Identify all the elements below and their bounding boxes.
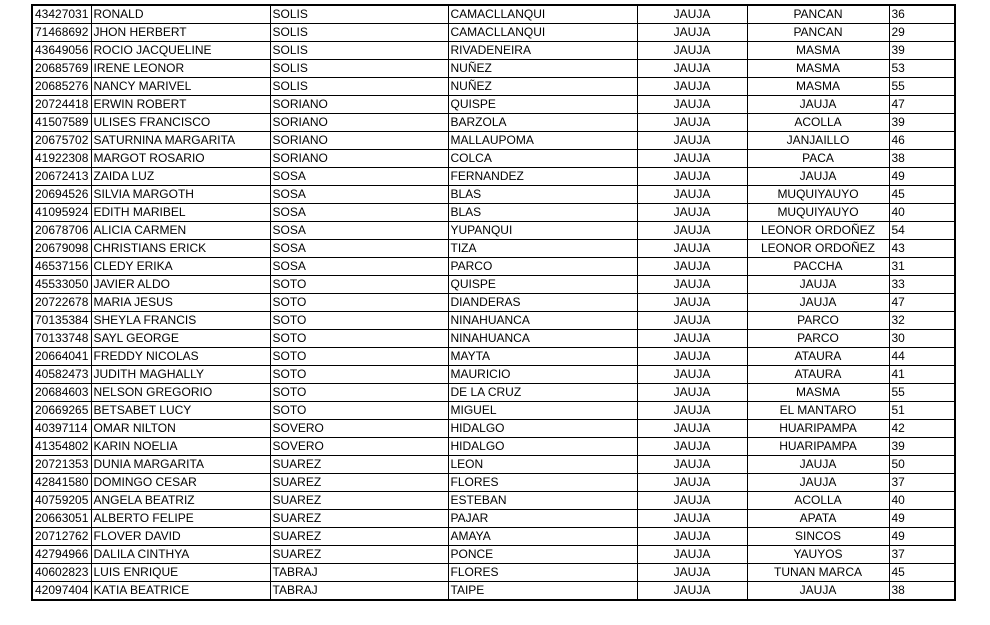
paternal-surname-cell: SOVERO <box>270 420 448 438</box>
dni-cell: 43649056 <box>32 42 91 60</box>
province-cell: JAUJA <box>637 528 747 546</box>
dni-cell: 40759205 <box>32 492 91 510</box>
age-cell: 47 <box>889 294 955 312</box>
dni-cell: 42841580 <box>32 474 91 492</box>
paternal-surname-cell: SUAREZ <box>270 546 448 564</box>
first-names-cell: CLEDY ERIKA <box>91 258 270 276</box>
district-cell: PARCO <box>747 312 889 330</box>
maternal-surname-cell: CAMACLLANQUI <box>448 24 637 42</box>
district-cell: ACOLLA <box>747 492 889 510</box>
dni-cell: 20685276 <box>32 78 91 96</box>
district-cell: JAUJA <box>747 582 889 601</box>
province-cell: JAUJA <box>637 60 747 78</box>
dni-cell: 40397114 <box>32 420 91 438</box>
district-cell: JAUJA <box>747 474 889 492</box>
maternal-surname-cell: LEON <box>448 456 637 474</box>
age-cell: 43 <box>889 240 955 258</box>
province-cell: JAUJA <box>637 564 747 582</box>
table-row <box>32 168 955 186</box>
table-row <box>32 348 955 366</box>
district-cell: JAUJA <box>747 456 889 474</box>
province-cell: JAUJA <box>637 420 747 438</box>
first-names-cell: DALILA CINTHYA <box>91 546 270 564</box>
province-cell: JAUJA <box>637 348 747 366</box>
dni-cell: 20684603 <box>32 384 91 402</box>
table-row <box>32 546 955 564</box>
dni-cell: 40602823 <box>32 564 91 582</box>
province-cell: JAUJA <box>637 24 747 42</box>
records-table <box>31 4 956 601</box>
maternal-surname-cell: CAMACLLANQUI <box>448 5 637 24</box>
district-cell: EL MANTARO <box>747 402 889 420</box>
district-cell: PANCAN <box>747 24 889 42</box>
province-cell: JAUJA <box>637 474 747 492</box>
age-cell: 55 <box>889 78 955 96</box>
paternal-surname-cell: SOTO <box>270 330 448 348</box>
age-cell: 54 <box>889 222 955 240</box>
maternal-surname-cell: BLAS <box>448 204 637 222</box>
age-cell: 49 <box>889 168 955 186</box>
age-cell: 40 <box>889 204 955 222</box>
district-cell: MASMA <box>747 384 889 402</box>
age-cell: 30 <box>889 330 955 348</box>
maternal-surname-cell: QUISPE <box>448 96 637 114</box>
province-cell: JAUJA <box>637 546 747 564</box>
maternal-surname-cell: TAIPE <box>448 582 637 601</box>
paternal-surname-cell: SOTO <box>270 402 448 420</box>
paternal-surname-cell: SOTO <box>270 312 448 330</box>
maternal-surname-cell: PONCE <box>448 546 637 564</box>
first-names-cell: ZAIDA LUZ <box>91 168 270 186</box>
paternal-surname-cell: SORIANO <box>270 150 448 168</box>
maternal-surname-cell: BLAS <box>448 186 637 204</box>
first-names-cell: ERWIN ROBERT <box>91 96 270 114</box>
age-cell: 40 <box>889 492 955 510</box>
first-names-cell: LUIS ENRIQUE <box>91 564 270 582</box>
first-names-cell: DUNIA MARGARITA <box>91 456 270 474</box>
age-cell: 37 <box>889 474 955 492</box>
maternal-surname-cell: NUÑEZ <box>448 60 637 78</box>
first-names-cell: MARGOT ROSARIO <box>91 150 270 168</box>
province-cell: JAUJA <box>637 330 747 348</box>
table-row <box>32 96 955 114</box>
table-row <box>32 114 955 132</box>
province-cell: JAUJA <box>637 222 747 240</box>
province-cell: JAUJA <box>637 240 747 258</box>
dni-cell: 20678706 <box>32 222 91 240</box>
district-cell: PANCAN <box>747 5 889 24</box>
maternal-surname-cell: HIDALGO <box>448 438 637 456</box>
maternal-surname-cell: BARZOLA <box>448 114 637 132</box>
district-cell: PACA <box>747 150 889 168</box>
paternal-surname-cell: SORIANO <box>270 132 448 150</box>
table-row <box>32 384 955 402</box>
maternal-surname-cell: MIGUEL <box>448 402 637 420</box>
district-cell: HUARIPAMPA <box>747 420 889 438</box>
age-cell: 37 <box>889 546 955 564</box>
first-names-cell: ANGELA BEATRIZ <box>91 492 270 510</box>
first-names-cell: DOMINGO CESAR <box>91 474 270 492</box>
age-cell: 39 <box>889 438 955 456</box>
dni-cell: 20664041 <box>32 348 91 366</box>
dni-cell: 20722678 <box>32 294 91 312</box>
first-names-cell: JHON HERBERT <box>91 24 270 42</box>
province-cell: JAUJA <box>637 582 747 601</box>
province-cell: JAUJA <box>637 42 747 60</box>
paternal-surname-cell: SUAREZ <box>270 492 448 510</box>
province-cell: JAUJA <box>637 456 747 474</box>
table-row <box>32 510 955 528</box>
age-cell: 38 <box>889 582 955 601</box>
dni-cell: 46537156 <box>32 258 91 276</box>
first-names-cell: KARIN NOELIA <box>91 438 270 456</box>
age-cell: 38 <box>889 150 955 168</box>
first-names-cell: SATURNINA MARGARITA <box>91 132 270 150</box>
paternal-surname-cell: SOSA <box>270 168 448 186</box>
province-cell: JAUJA <box>637 438 747 456</box>
paternal-surname-cell: SOSA <box>270 222 448 240</box>
district-cell: JAUJA <box>747 276 889 294</box>
table-row <box>32 402 955 420</box>
first-names-cell: ROCIO JACQUELINE <box>91 42 270 60</box>
table-row <box>32 564 955 582</box>
district-cell: MUQUIYAUYO <box>747 186 889 204</box>
table-row <box>32 42 955 60</box>
district-cell: PACCHA <box>747 258 889 276</box>
province-cell: JAUJA <box>637 5 747 24</box>
age-cell: 49 <box>889 528 955 546</box>
maternal-surname-cell: DE LA CRUZ <box>448 384 637 402</box>
dni-cell: 20721353 <box>32 456 91 474</box>
province-cell: JAUJA <box>637 312 747 330</box>
age-cell: 53 <box>889 60 955 78</box>
maternal-surname-cell: RIVADENEIRA <box>448 42 637 60</box>
table-row <box>32 24 955 42</box>
age-cell: 39 <box>889 114 955 132</box>
maternal-surname-cell: MAYTA <box>448 348 637 366</box>
maternal-surname-cell: AMAYA <box>448 528 637 546</box>
province-cell: JAUJA <box>637 186 747 204</box>
maternal-surname-cell: DIANDERAS <box>448 294 637 312</box>
district-cell: MASMA <box>747 60 889 78</box>
paternal-surname-cell: SOSA <box>270 204 448 222</box>
age-cell: 50 <box>889 456 955 474</box>
first-names-cell: FLOVER DAVID <box>91 528 270 546</box>
first-names-cell: BETSABET LUCY <box>91 402 270 420</box>
age-cell: 49 <box>889 510 955 528</box>
maternal-surname-cell: FLORES <box>448 564 637 582</box>
district-cell: YAUYOS <box>747 546 889 564</box>
dni-cell: 42794966 <box>32 546 91 564</box>
age-cell: 45 <box>889 186 955 204</box>
paternal-surname-cell: SOTO <box>270 294 448 312</box>
age-cell: 39 <box>889 42 955 60</box>
paternal-surname-cell: SOVERO <box>270 438 448 456</box>
table-row <box>32 276 955 294</box>
dni-cell: 20679098 <box>32 240 91 258</box>
province-cell: JAUJA <box>637 78 747 96</box>
table-row <box>32 78 955 96</box>
maternal-surname-cell: NINAHUANCA <box>448 330 637 348</box>
province-cell: JAUJA <box>637 96 747 114</box>
dni-cell: 20663051 <box>32 510 91 528</box>
maternal-surname-cell: FLORES <box>448 474 637 492</box>
table-row <box>32 528 955 546</box>
paternal-surname-cell: SUAREZ <box>270 510 448 528</box>
age-cell: 55 <box>889 384 955 402</box>
district-cell: MASMA <box>747 42 889 60</box>
dni-cell: 20712762 <box>32 528 91 546</box>
maternal-surname-cell: MAURICIO <box>448 366 637 384</box>
district-cell: ACOLLA <box>747 114 889 132</box>
paternal-surname-cell: SOLIS <box>270 42 448 60</box>
paternal-surname-cell: SOTO <box>270 276 448 294</box>
first-names-cell: NELSON GREGORIO <box>91 384 270 402</box>
age-cell: 42 <box>889 420 955 438</box>
district-cell: JAUJA <box>747 96 889 114</box>
first-names-cell: ALICIA CARMEN <box>91 222 270 240</box>
first-names-cell: FREDDY NICOLAS <box>91 348 270 366</box>
table-row <box>32 240 955 258</box>
dni-cell: 20669265 <box>32 402 91 420</box>
table-row <box>32 60 955 78</box>
table-row <box>32 492 955 510</box>
table-row <box>32 582 955 601</box>
table-row <box>32 474 955 492</box>
district-cell: APATA <box>747 510 889 528</box>
province-cell: JAUJA <box>637 510 747 528</box>
dni-cell: 70133748 <box>32 330 91 348</box>
district-cell: PARCO <box>747 330 889 348</box>
first-names-cell: IRENE LEONOR <box>91 60 270 78</box>
dni-cell: 43427031 <box>32 5 91 24</box>
dni-cell: 40582473 <box>32 366 91 384</box>
paternal-surname-cell: SOTO <box>270 366 448 384</box>
maternal-surname-cell: ESTEBAN <box>448 492 637 510</box>
paternal-surname-cell: TABRAJ <box>270 564 448 582</box>
dni-cell: 70135384 <box>32 312 91 330</box>
table-body <box>32 5 955 600</box>
table-row <box>32 222 955 240</box>
province-cell: JAUJA <box>637 168 747 186</box>
province-cell: JAUJA <box>637 276 747 294</box>
paternal-surname-cell: SOSA <box>270 240 448 258</box>
province-cell: JAUJA <box>637 492 747 510</box>
age-cell: 45 <box>889 564 955 582</box>
district-cell: ATAURA <box>747 348 889 366</box>
table-row <box>32 186 955 204</box>
maternal-surname-cell: TIZA <box>448 240 637 258</box>
paternal-surname-cell: SOLIS <box>270 5 448 24</box>
dni-cell: 71468692 <box>32 24 91 42</box>
maternal-surname-cell: COLCA <box>448 150 637 168</box>
age-cell: 51 <box>889 402 955 420</box>
first-names-cell: SILVIA MARGOTH <box>91 186 270 204</box>
district-cell: MUQUIYAUYO <box>747 204 889 222</box>
paternal-surname-cell: SUAREZ <box>270 456 448 474</box>
table-row <box>32 420 955 438</box>
first-names-cell: OMAR NILTON <box>91 420 270 438</box>
first-names-cell: EDITH MARIBEL <box>91 204 270 222</box>
dni-cell: 41354802 <box>32 438 91 456</box>
maternal-surname-cell: NUÑEZ <box>448 78 637 96</box>
province-cell: JAUJA <box>637 204 747 222</box>
age-cell: 47 <box>889 96 955 114</box>
province-cell: JAUJA <box>637 402 747 420</box>
paternal-surname-cell: SORIANO <box>270 114 448 132</box>
maternal-surname-cell: MALLAUPOMA <box>448 132 637 150</box>
dni-cell: 20672413 <box>32 168 91 186</box>
age-cell: 33 <box>889 276 955 294</box>
province-cell: JAUJA <box>637 132 747 150</box>
paternal-surname-cell: SOTO <box>270 384 448 402</box>
age-cell: 44 <box>889 348 955 366</box>
age-cell: 41 <box>889 366 955 384</box>
province-cell: JAUJA <box>637 150 747 168</box>
first-names-cell: CHRISTIANS ERICK <box>91 240 270 258</box>
province-cell: JAUJA <box>637 366 747 384</box>
maternal-surname-cell: QUISPE <box>448 276 637 294</box>
district-cell: JAUJA <box>747 294 889 312</box>
province-cell: JAUJA <box>637 258 747 276</box>
dni-cell: 20724418 <box>32 96 91 114</box>
age-cell: 31 <box>889 258 955 276</box>
district-cell: ATAURA <box>747 366 889 384</box>
age-cell: 46 <box>889 132 955 150</box>
first-names-cell: JUDITH MAGHALLY <box>91 366 270 384</box>
age-cell: 29 <box>889 24 955 42</box>
first-names-cell: ALBERTO FELIPE <box>91 510 270 528</box>
age-cell: 32 <box>889 312 955 330</box>
maternal-surname-cell: YUPANQUI <box>448 222 637 240</box>
table-row <box>32 438 955 456</box>
dni-cell: 20694526 <box>32 186 91 204</box>
maternal-surname-cell: HIDALGO <box>448 420 637 438</box>
first-names-cell: KATIA BEATRICE <box>91 582 270 601</box>
paternal-surname-cell: SOSA <box>270 186 448 204</box>
maternal-surname-cell: PARCO <box>448 258 637 276</box>
maternal-surname-cell: NINAHUANCA <box>448 312 637 330</box>
district-cell: HUARIPAMPA <box>747 438 889 456</box>
dni-cell: 41507589 <box>32 114 91 132</box>
table-row <box>32 312 955 330</box>
first-names-cell: ULISES FRANCISCO <box>91 114 270 132</box>
dni-cell: 45533050 <box>32 276 91 294</box>
maternal-surname-cell: PAJAR <box>448 510 637 528</box>
table-row <box>32 330 955 348</box>
dni-cell: 42097404 <box>32 582 91 601</box>
paternal-surname-cell: SORIANO <box>270 96 448 114</box>
dni-cell: 41095924 <box>32 204 91 222</box>
paternal-surname-cell: SOLIS <box>270 24 448 42</box>
table-row <box>32 366 955 384</box>
district-cell: TUNAN MARCA <box>747 564 889 582</box>
paternal-surname-cell: SOTO <box>270 348 448 366</box>
table-row <box>32 456 955 474</box>
province-cell: JAUJA <box>637 384 747 402</box>
table-row <box>32 258 955 276</box>
maternal-surname-cell: FERNANDEZ <box>448 168 637 186</box>
age-cell: 36 <box>889 5 955 24</box>
table-row <box>32 204 955 222</box>
dni-cell: 41922308 <box>32 150 91 168</box>
province-cell: JAUJA <box>637 114 747 132</box>
paternal-surname-cell: SOLIS <box>270 78 448 96</box>
dni-cell: 20675702 <box>32 132 91 150</box>
paternal-surname-cell: SUAREZ <box>270 528 448 546</box>
first-names-cell: MARIA JESUS <box>91 294 270 312</box>
paternal-surname-cell: SUAREZ <box>270 474 448 492</box>
district-cell: JANJAILLO <box>747 132 889 150</box>
district-cell: LEONOR ORDOÑEZ <box>747 222 889 240</box>
first-names-cell: NANCY MARIVEL <box>91 78 270 96</box>
table-row <box>32 150 955 168</box>
paternal-surname-cell: TABRAJ <box>270 582 448 601</box>
district-cell: SINCOS <box>747 528 889 546</box>
table-row <box>32 294 955 312</box>
paternal-surname-cell: SOLIS <box>270 60 448 78</box>
table-row <box>32 5 955 24</box>
first-names-cell: SAYL GEORGE <box>91 330 270 348</box>
first-names-cell: JAVIER ALDO <box>91 276 270 294</box>
province-cell: JAUJA <box>637 294 747 312</box>
district-cell: JAUJA <box>747 168 889 186</box>
first-names-cell: RONALD <box>91 5 270 24</box>
paternal-surname-cell: SOSA <box>270 258 448 276</box>
first-names-cell: SHEYLA FRANCIS <box>91 312 270 330</box>
table-row <box>32 132 955 150</box>
district-cell: LEONOR ORDOÑEZ <box>747 240 889 258</box>
dni-cell: 20685769 <box>32 60 91 78</box>
district-cell: MASMA <box>747 78 889 96</box>
